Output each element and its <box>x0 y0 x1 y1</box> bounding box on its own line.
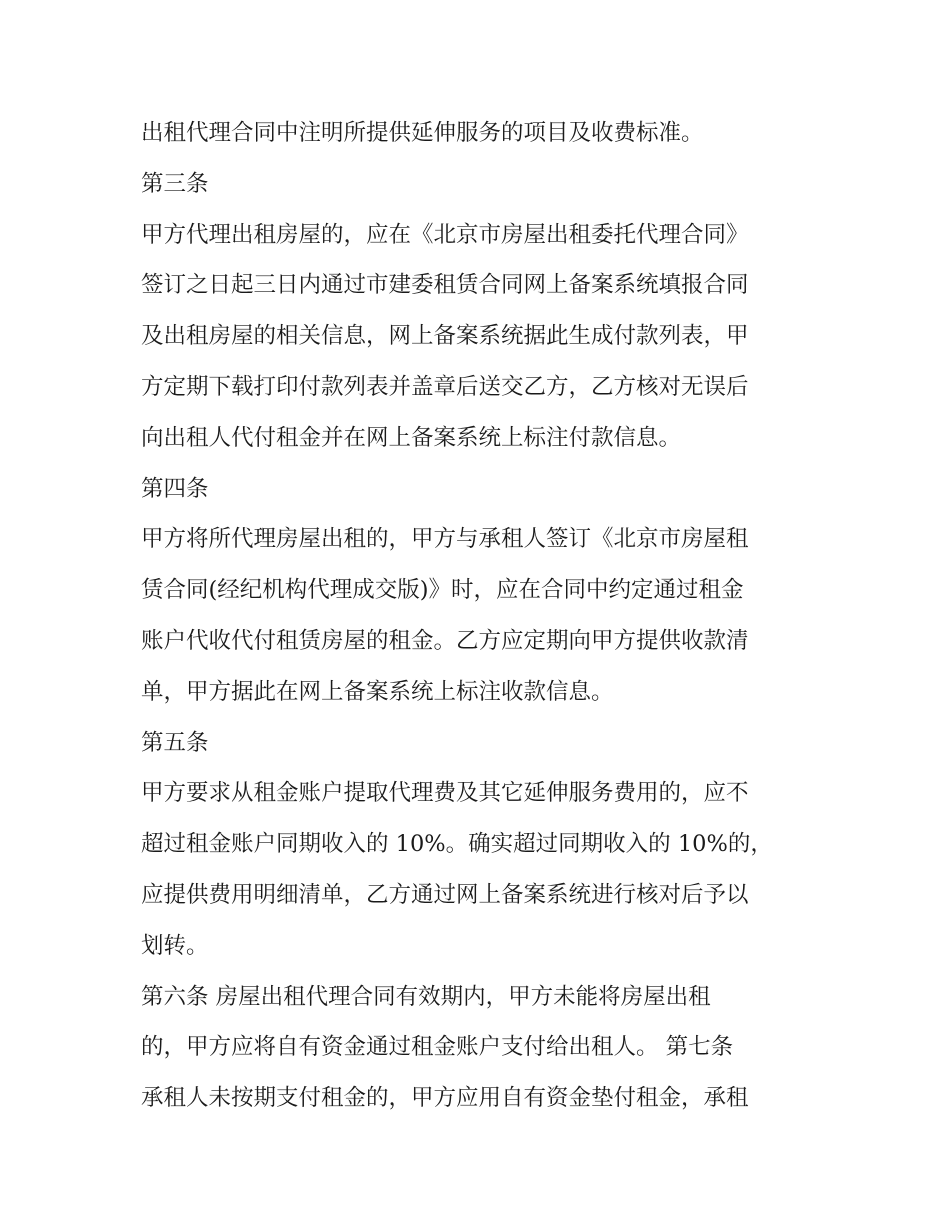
text-line: 划转。 <box>141 932 209 959</box>
text-line: 的，甲方应将自有资金通过租金账户支付给出租人。 第七条 <box>141 1034 734 1061</box>
text-line: 出租代理合同中注明所提供延伸服务的项目及收费标准。 <box>141 120 704 146</box>
text-line: 方定期下载打印付款列表并盖章后送交乙方，乙方核对无误后 <box>141 373 749 400</box>
text-line: 承租人未按期支付租金的，甲方应用自有资金垫付租金，承租 <box>141 1085 749 1112</box>
text-line: 甲方要求从租金账户提取代理费及其它延伸服务费用的，应不 <box>141 780 749 807</box>
article-heading: 第四条 <box>141 475 209 502</box>
article-heading: 第三条 <box>141 170 209 197</box>
text-line: 第六条 房屋出租代理合同有效期内，甲方未能将房屋出租 <box>141 983 711 1010</box>
text-line: 签订之日起三日内通过市建委租赁合同网上备案系统填报合同 <box>141 272 749 299</box>
text-line: 及出租房屋的相关信息，网上备案系统据此生成付款列表，甲 <box>141 323 749 350</box>
article-heading: 第五条 <box>141 729 209 756</box>
text-line: 甲方将所代理房屋出租的，甲方与承租人签订《北京市房屋租 <box>141 526 749 553</box>
text-line: 向出租人代付租金并在网上备案系统上标注付款信息。 <box>141 424 682 451</box>
text-line: 赁合同(经纪机构代理成交版)》时，应在合同中约定通过租金 <box>141 577 744 604</box>
text-line: 账户代收代付租赁房屋的租金。乙方应定期向甲方提供收款清 <box>141 627 749 654</box>
text-line: 应提供费用明细清单，乙方通过网上备案系统进行核对后予以 <box>141 881 749 908</box>
contract-text <box>141 108 821 1124</box>
text-line: 单，甲方据此在网上备案系统上标注收款信息。 <box>141 678 614 705</box>
text-line: 甲方代理出租房屋的，应在《北京市房屋出租委托代理合同》 <box>141 221 749 248</box>
text-line: 超过租金账户同期收入的 10%。确实超过同期收入的 10%的， <box>141 831 773 858</box>
